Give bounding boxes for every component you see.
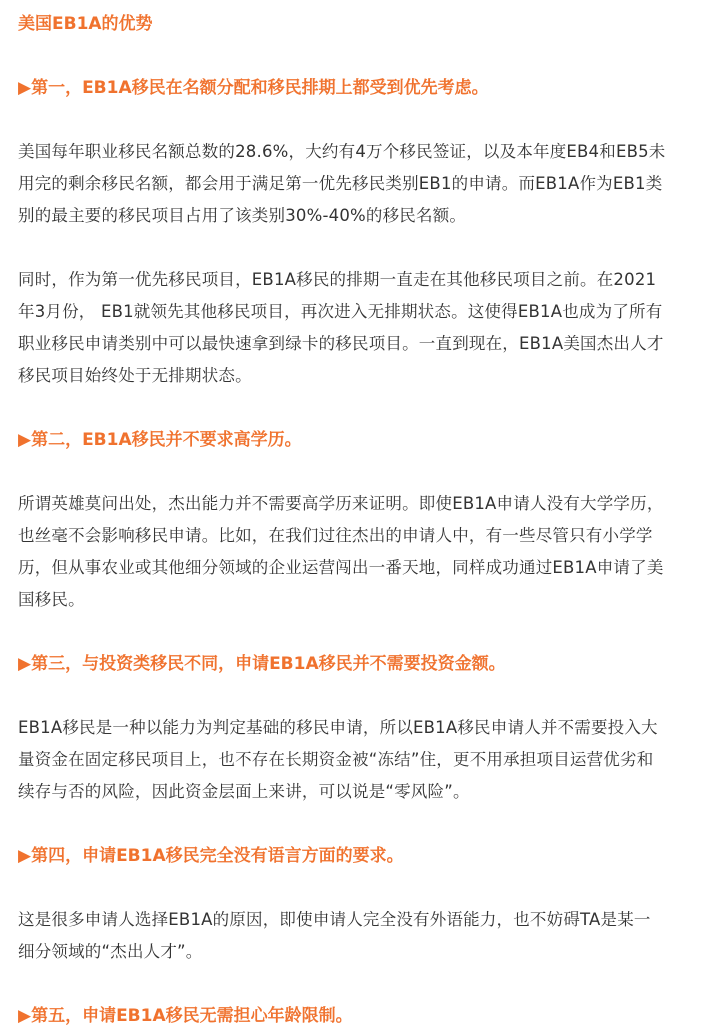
article-title: 美国EB1A的优势 — [18, 14, 153, 34]
spacer — [18, 872, 701, 904]
spacer — [18, 232, 701, 264]
spacer — [18, 392, 701, 424]
section-heading-5: ▶第五，申请EB1A移民无需担心年龄限制。 — [18, 1006, 353, 1026]
spacer — [18, 456, 701, 488]
text-line: 量资金在固定移民项目上，也不存在长期资金被“冻结”住，更不用承担项目运营优劣和 — [18, 750, 654, 769]
spacer — [18, 680, 701, 712]
spacer — [18, 616, 701, 648]
text-line: 移民项目始终处于无排期状态。 — [18, 366, 252, 385]
text-line: 用完的剩余移民名额，都会用于满足第一优先移民类别EB1的申请。而EB1A作为EB1类 — [18, 174, 663, 193]
section-heading-3: ▶第三，与投资类移民不同，申请EB1A移民并不需要投资金额。 — [18, 654, 506, 674]
section-4-paragraph-1 — [18, 904, 701, 968]
text-line: 同时，作为第一优先移民项目，EB1A移民的排期一直走在其他移民项目之前。在2021 — [18, 270, 657, 289]
text-line: 年3月份， EB1就领先其他移民项目，再次进入无排期状态。这使得EB1A也成为了所有 — [18, 302, 663, 321]
text-line: 美国每年职业移民名额总数的28.6%，大约有4万个移民签证，以及本年度EB4和EB5未 — [18, 142, 666, 161]
spacer — [18, 808, 701, 840]
spacer — [18, 104, 701, 136]
text-line: 别的最主要的移民项目占用了该类别30%-40%的移民名额。 — [18, 206, 467, 225]
spacer — [18, 968, 701, 1000]
section-2-paragraph-1 — [18, 488, 701, 616]
text-line: 这是很多申请人选择EB1A的原因，即使申请人完全没有外语能力，也不妨碍TA是某一 — [18, 910, 651, 929]
section-heading-1: ▶第一，EB1A移民在名额分配和移民排期上都受到优先考虑。 — [18, 78, 489, 98]
text-line: EB1A移民是一种以能力为判定基础的移民申请，所以EB1A移民申请人并不需要投入大 — [18, 718, 658, 737]
text-line: 续存与否的风险，因此资金层面上来讲，可以说是“零风险”。 — [18, 782, 470, 801]
section-1-paragraph-2 — [18, 264, 701, 392]
section-1-paragraph-1 — [18, 136, 701, 232]
text-line: 职业移民申请类别中可以最快速拿到绿卡的移民项目。一直到现在，EB1A美国杰出人才 — [18, 334, 664, 353]
section-heading-4: ▶第四，申请EB1A移民完全没有语言方面的要求。 — [18, 846, 404, 866]
section-heading-2: ▶第二，EB1A移民并不要求高学历。 — [18, 430, 302, 450]
section-3-paragraph-1 — [18, 712, 701, 808]
text-line: 所谓英雄莫问出处，杰出能力并不需要高学历来证明。即使EB1A申请人没有大学学历， — [18, 494, 664, 513]
text-line: 也丝毫不会影响移民申请。比如，在我们过往杰出的申请人中，有一些尽管只有小学学 — [18, 526, 653, 545]
text-line: 国移民。 — [18, 590, 85, 609]
text-line: 历，但从事农业或其他细分领域的企业运营闯出一番天地，同样成功通过EB1A申请了美 — [18, 558, 664, 577]
text-line: 细分领域的“杰出人才”。 — [18, 942, 203, 961]
spacer — [18, 40, 701, 72]
